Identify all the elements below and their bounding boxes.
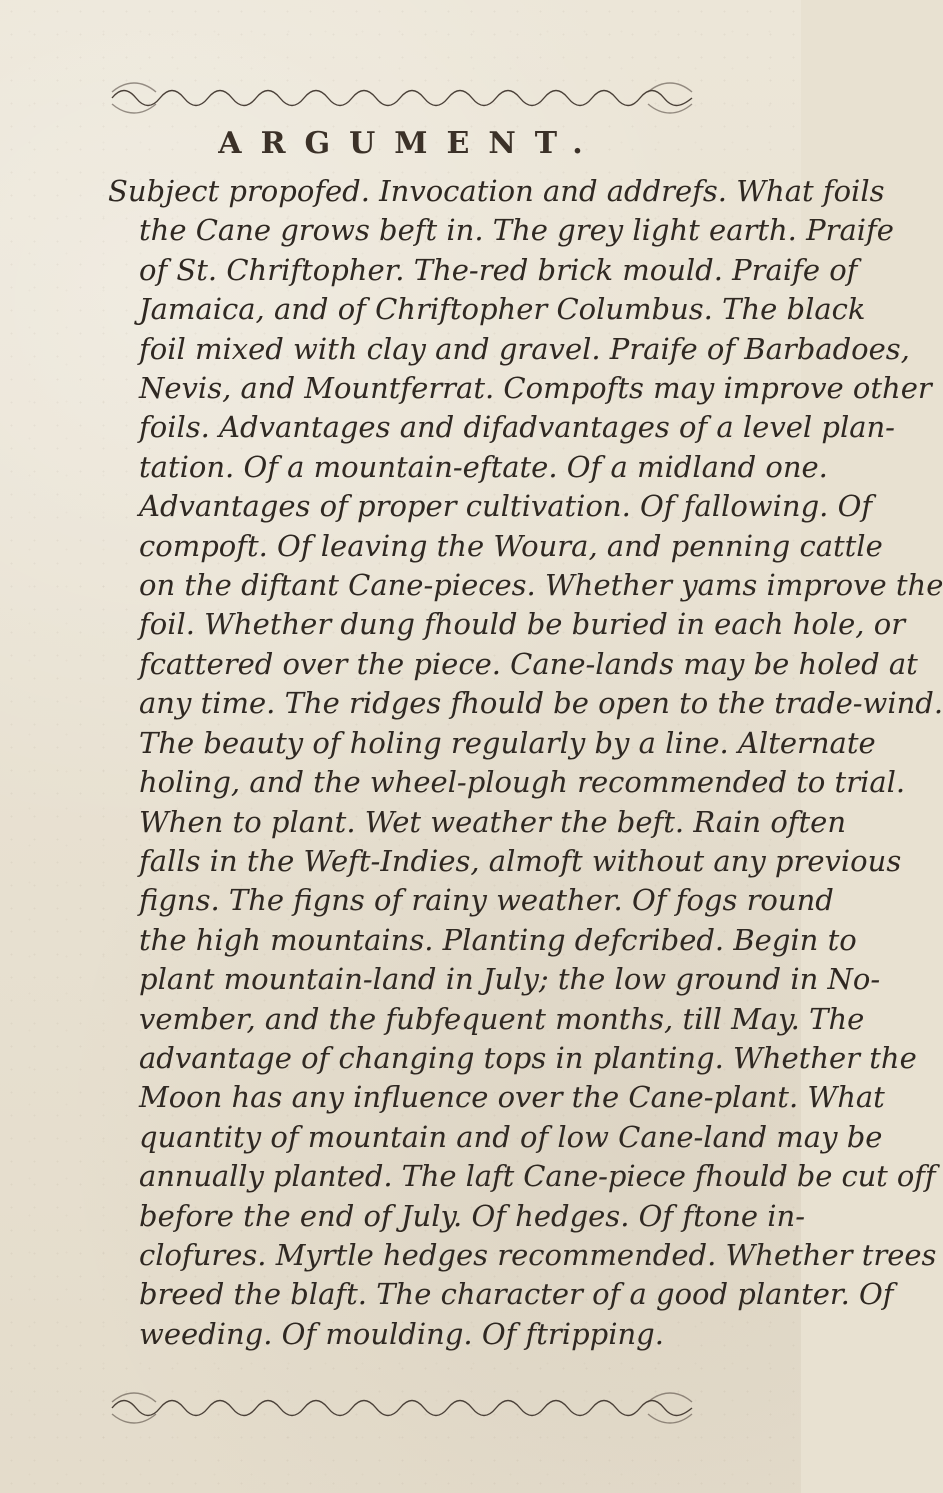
text-line: any time. The ridges fhould be open to the trade-wind.: [139, 686, 943, 721]
text-line: Nevis, and Mountferrat. Compofts may improve other: [139, 371, 932, 406]
text-line: annually planted. The laft Cane-piece fhould be cut off: [139, 1159, 936, 1194]
argument-text: [108, 172, 943, 1354]
text-line: tation. Of a mountain-eftate. Of a midland one.: [139, 449, 828, 484]
text-line: of St. Chriftopher. The-red brick mould. Praife of: [139, 252, 858, 287]
text-line: Moon has any influence over the Cane-plant. What: [139, 1080, 885, 1115]
text-line: the Cane grows beft in. The grey light earth. Praife: [139, 213, 894, 248]
text-line: foils. Advantages and difadvantages of a level plan-: [139, 410, 895, 445]
text-line: before the end of July. Of hedges. Of ftone in-: [139, 1198, 806, 1233]
text-line: weeding. Of moulding. Of ftripping.: [139, 1316, 664, 1351]
text-line: Jamaica, and of Chriftopher Columbus. The black: [139, 292, 866, 327]
text-line: fcattered over the piece. Cane-lands may be holed at: [139, 646, 918, 681]
text-line: holing, and the wheel-plough recommended to trial.: [139, 765, 906, 800]
text-line: quantity of mountain and of low Cane-land may be: [139, 1119, 883, 1154]
section-title: ARGUMENT.: [218, 126, 602, 161]
text-line: breed the blaft. The character of a good planter. Of: [139, 1277, 894, 1312]
text-line: foil. Whether dung fhould be buried in each hole, or: [139, 607, 906, 642]
text-line: clofures. Myrtle hedges recommended. Whether trees: [139, 1237, 937, 1272]
text-line: When to plant. Wet weather the beft. Rain often: [139, 804, 847, 839]
text-line: Advantages of proper cultivation. Of fallowing. Of: [139, 489, 873, 524]
text-line: foil mixed with clay and gravel. Praife of Barbadoes,: [139, 331, 910, 366]
text-line: The beauty of holing regularly by a line. Alternate: [139, 725, 876, 760]
text-line: vember, and the fubfequent months, till May. The: [139, 1001, 865, 1036]
text-line: on the diftant Cane-pieces. Whether yams improve the: [139, 568, 943, 603]
text-line: compoft. Of leaving the Woura, and penning cattle: [139, 528, 883, 563]
decorative-border-bottom: [108, 1388, 696, 1428]
decorative-border-top: [108, 78, 696, 118]
text-line: falls in the Weft-Indies, almoft without any previous: [139, 843, 902, 878]
text-line: Subject propofed. Invocation and addrefs. What foils: [108, 174, 885, 208]
text-line: advantage of changing tops in planting. Whether the: [139, 1040, 917, 1075]
text-line: figns. The figns of rainy weather. Of fogs round: [139, 883, 834, 918]
text-line: the high mountains. Planting defcribed. Begin to: [139, 922, 857, 957]
text-line: plant mountain-land in July; the low ground in No-: [139, 962, 881, 997]
